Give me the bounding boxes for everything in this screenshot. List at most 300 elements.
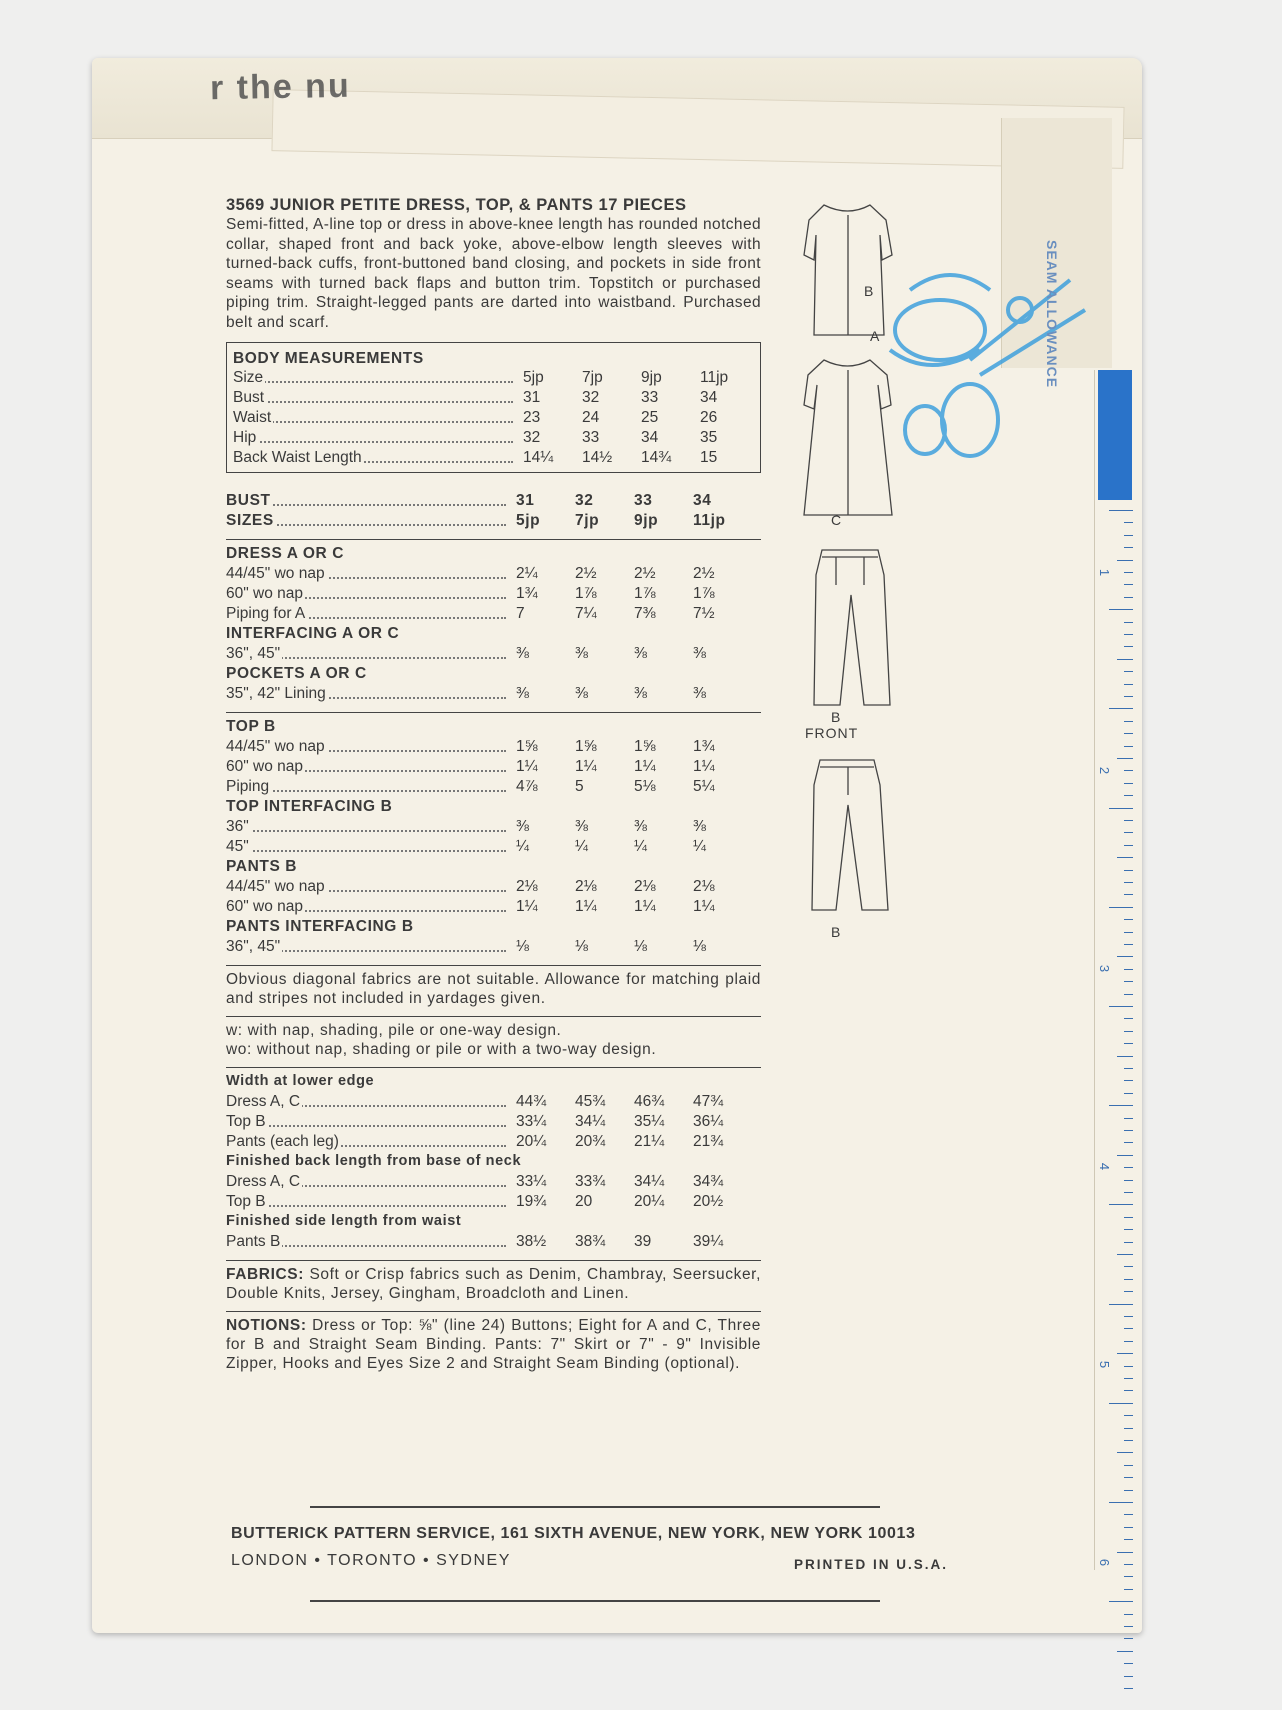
ruler-tick	[1124, 721, 1133, 722]
row-label: Piping	[226, 777, 516, 796]
ruler-tick	[1117, 1353, 1133, 1354]
row-value: ⅛	[693, 938, 706, 955]
row-value: 19¾	[516, 1193, 547, 1210]
row-value: 46¾	[634, 1093, 665, 1110]
size-value: 7jp	[575, 512, 600, 529]
section-heading: Finished back length from base of neck	[226, 1153, 522, 1169]
table-row	[226, 1132, 761, 1152]
row-label: Dress A, C	[226, 1172, 516, 1191]
section-heading: TOP B	[226, 718, 276, 735]
bust-value: 33	[634, 492, 653, 509]
ruler-tick	[1124, 1390, 1133, 1391]
ruler-tick	[1124, 1428, 1133, 1429]
table-row	[226, 837, 761, 857]
ruler-tick	[1124, 522, 1133, 523]
body-measurements-rows	[233, 368, 756, 468]
ruler-tick	[1124, 1589, 1133, 1590]
caption-a: A	[870, 328, 881, 344]
finished-measurements	[226, 1067, 761, 1252]
ruler-tick	[1109, 1006, 1133, 1007]
ruler-tick	[1109, 1601, 1133, 1602]
size-value: 9jp	[634, 512, 659, 529]
row-value: 35	[700, 429, 718, 446]
ruler-tick	[1124, 832, 1133, 833]
row-value: 1⅝	[516, 738, 538, 755]
row-value: 14½	[582, 449, 613, 466]
yardage-group	[226, 539, 761, 704]
row-value: ⅜	[693, 645, 706, 662]
ruler-tick	[1124, 894, 1133, 895]
footer-rule-top	[310, 1506, 880, 1508]
ruler-tick	[1124, 845, 1133, 846]
row-value: 7¼	[575, 605, 597, 622]
ruler-tick	[1124, 1192, 1133, 1193]
row-value: 2½	[693, 565, 715, 582]
printed-in: PRINTED IN U.S.A.	[794, 1557, 949, 1572]
table-row	[226, 604, 761, 624]
row-value: 2½	[575, 565, 597, 582]
ruler-tick	[1124, 634, 1133, 635]
row-value: 20¼	[634, 1193, 665, 1210]
ruler-tick	[1124, 696, 1133, 697]
row-value: ⅜	[516, 645, 529, 662]
table-row	[226, 757, 761, 777]
ruler-tick	[1124, 1328, 1133, 1329]
nap-note-w: w: with nap, shading, pile or one-way design.	[226, 1016, 761, 1040]
ruler-tick	[1124, 1576, 1133, 1577]
bust-value: 31	[516, 492, 535, 509]
ruler-tick	[1124, 1043, 1133, 1044]
ruler-tick	[1124, 1118, 1133, 1119]
row-value: 1⅝	[634, 738, 656, 755]
table-row	[226, 644, 761, 664]
ruler-number: 5	[1097, 1360, 1113, 1369]
row-value: 20½	[693, 1193, 724, 1210]
row-value: 38¾	[575, 1233, 606, 1250]
row-value: 1⅝	[575, 738, 597, 755]
seam-allowance-label: SEAM ALLOWANCE	[1044, 240, 1060, 389]
row-value: 33	[641, 389, 659, 406]
ruler-tick	[1124, 1378, 1133, 1379]
size-value: 11jp	[693, 512, 726, 529]
row-value: 7⅜	[634, 605, 656, 622]
caption-front: FRONT	[805, 725, 859, 741]
ruler-tick	[1124, 1638, 1133, 1639]
row-value: 23	[523, 409, 541, 426]
row-value: 1¾	[516, 585, 538, 602]
ruler-tick	[1124, 535, 1133, 536]
table-row	[226, 777, 761, 797]
ruler-number: 4	[1097, 1162, 1113, 1171]
ruler-tick	[1124, 1663, 1133, 1664]
row-value: 34	[641, 429, 659, 446]
row-label: 60" wo nap	[226, 584, 516, 603]
ruler-tick	[1117, 1552, 1133, 1553]
ruler-tick	[1124, 1217, 1133, 1218]
notions-note: NOTIONS: Dress or Top: ⅝" (line 24) Buttons; Eight for A and C, Three for B and Straight Seam Binding. Pants: 7" Skirt or 7" - 9" Invisible Zipper, Hooks and Eyes Size 2 and Straight Seam Binding (optional).	[226, 1311, 761, 1373]
row-value: 4⅞	[516, 778, 538, 795]
row-label: 44/45" wo nap	[226, 564, 516, 583]
ruler-number: 6	[1097, 1558, 1113, 1567]
ruler-tick	[1124, 994, 1133, 995]
body-measurements-heading: BODY MEASUREMENTS	[233, 350, 424, 367]
ruler-tick	[1124, 1465, 1133, 1466]
ruler-tick	[1117, 1452, 1133, 1453]
row-label: 44/45" wo nap	[226, 737, 516, 756]
ruler-tick	[1124, 1142, 1133, 1143]
row-value: ⅜	[575, 818, 588, 835]
row-value: 1⅞	[634, 585, 656, 602]
ruler-tick	[1117, 659, 1133, 660]
section-heading: Finished side length from waist	[226, 1213, 462, 1229]
ruler-tick	[1124, 820, 1133, 821]
bust-value: 34	[693, 492, 712, 509]
table-row	[226, 737, 761, 757]
pattern-description: Semi-fitted, A-line top or dress in above-knee length has rounded notched collar, shaped front and back yoke, above-elbow length sleeves with turned-back cuffs, front-buttoned band closing, and pockets in side front seams with turned back flaps and button trim. Topstitch or purchased piping trim. Straight-legged pants are darted into waistband. Purchased belt and scarf.	[226, 216, 761, 331]
ruler-tick	[1124, 597, 1133, 598]
caption-c: C	[831, 512, 843, 528]
table-row	[226, 1092, 761, 1112]
row-label: 60" wo nap	[226, 757, 516, 776]
row-value: 1¼	[693, 758, 715, 775]
ruler-tick	[1124, 1676, 1133, 1677]
ruler-number: 2	[1097, 766, 1113, 775]
row-value: 26	[700, 409, 718, 426]
row-label: 60" wo nap	[226, 897, 516, 916]
ruler-tick	[1124, 1614, 1133, 1615]
ruler-tick	[1109, 808, 1133, 809]
row-value: ⅜	[693, 818, 706, 835]
section-heading: DRESS A OR C	[226, 545, 345, 562]
table-row	[226, 684, 761, 704]
bust-value: 32	[575, 492, 594, 509]
ruler-blue-band	[1098, 370, 1132, 500]
table-row	[226, 584, 761, 604]
ruler-tick	[1124, 932, 1133, 933]
ruler-tick	[1124, 1031, 1133, 1032]
ruler-tick	[1124, 1366, 1133, 1367]
pattern-info	[226, 196, 761, 1373]
row-value: 5	[575, 778, 584, 795]
ruler-tick	[1124, 1279, 1133, 1280]
row-value: 33	[582, 429, 600, 446]
pants-front-drawing	[814, 550, 890, 705]
ruler-tick	[1124, 1415, 1133, 1416]
footer-rule-bottom	[310, 1600, 880, 1602]
row-label: 35", 42" Lining	[226, 684, 516, 703]
row-value: ⅜	[575, 645, 588, 662]
row-value: ⅜	[516, 685, 529, 702]
row-value: 5⅛	[634, 778, 656, 795]
caption-b-front: B	[831, 709, 842, 725]
row-value: 39¼	[693, 1233, 724, 1250]
row-value: ⅜	[634, 818, 647, 835]
row-label: 36"	[226, 817, 516, 836]
ruler-tick	[1124, 981, 1133, 982]
ruler-tick	[1124, 969, 1133, 970]
row-value: ⅛	[516, 938, 529, 955]
row-label: 36", 45"	[226, 644, 516, 663]
ruler-tick	[1124, 1068, 1133, 1069]
ruler-tick	[1117, 1155, 1133, 1156]
ruler-tick	[1109, 609, 1133, 610]
ruler-tick	[1109, 1502, 1133, 1503]
row-value: 34¼	[634, 1173, 665, 1190]
row-value: ⅛	[634, 938, 647, 955]
ruler-number: 1	[1097, 568, 1113, 577]
seam-ruler	[1094, 370, 1135, 1570]
row-label: 44/45" wo nap	[226, 877, 516, 896]
table-row	[226, 897, 761, 917]
row-value: 2⅛	[575, 878, 597, 895]
ruler-tick	[1124, 584, 1133, 585]
row-value: ⅜	[634, 645, 647, 662]
row-label: Bust	[233, 388, 523, 407]
ruler-tick	[1124, 1626, 1133, 1627]
ruler-tick	[1124, 547, 1133, 548]
ruler-tick	[1124, 572, 1133, 573]
row-value: 20	[575, 1193, 593, 1210]
table-row	[226, 1112, 761, 1132]
row-value: 14¼	[523, 449, 554, 466]
section-heading: INTERFACING A OR C	[226, 625, 400, 642]
ruler-tick	[1109, 907, 1133, 908]
row-value: 33¾	[575, 1173, 606, 1190]
row-value: 1¼	[634, 758, 656, 775]
section-heading: Width at lower edge	[226, 1073, 375, 1089]
row-value: 39	[634, 1233, 652, 1250]
section-heading: TOP INTERFACING B	[226, 798, 393, 815]
ruler-tick	[1124, 770, 1133, 771]
row-label: Hip	[233, 428, 523, 447]
ruler-tick	[1124, 733, 1133, 734]
row-label: Pants (each leg)	[226, 1132, 516, 1151]
row-value: 11jp	[700, 369, 729, 386]
row-label: Dress A, C	[226, 1092, 516, 1111]
row-value: 44¾	[516, 1093, 547, 1110]
ruler-tick	[1124, 1018, 1133, 1019]
row-label: Top B	[226, 1112, 516, 1131]
ruler-tick	[1109, 1105, 1133, 1106]
ruler-tick	[1117, 1651, 1133, 1652]
table-row	[226, 1232, 761, 1252]
row-value: 31	[523, 389, 541, 406]
row-value: 5¼	[693, 778, 715, 795]
table-row	[226, 937, 761, 957]
row-value: 33¼	[516, 1173, 547, 1190]
ruler-tick	[1124, 1093, 1133, 1094]
caption-b-top: B	[864, 283, 875, 299]
body-measurements-table	[226, 342, 761, 473]
row-value: ⅜	[693, 685, 706, 702]
row-label: Piping for A	[226, 604, 516, 623]
row-value: ⅛	[575, 938, 588, 955]
row-value: ¼	[516, 838, 529, 855]
ruler-tick	[1117, 758, 1133, 759]
ruler-tick	[1124, 882, 1133, 883]
row-value: 1¼	[516, 898, 538, 915]
row-value: 15	[700, 449, 718, 466]
row-value: 38½	[516, 1233, 547, 1250]
section-heading: POCKETS A OR C	[226, 665, 367, 682]
row-value: 20¼	[516, 1133, 547, 1150]
row-label: Back Waist Length	[233, 448, 523, 467]
row-value: 14¾	[641, 449, 672, 466]
row-value: 9jp	[641, 369, 662, 386]
section-heading: PANTS B	[226, 858, 298, 875]
ruler-tick	[1117, 1056, 1133, 1057]
ruler-tick	[1124, 746, 1133, 747]
ruler-tick	[1124, 783, 1133, 784]
caption-b-back: B	[831, 924, 842, 940]
row-value: 32	[523, 429, 541, 446]
ruler-tick	[1117, 560, 1133, 561]
row-value: 32	[582, 389, 600, 406]
table-row	[226, 1172, 761, 1192]
row-value: 34¼	[575, 1113, 606, 1130]
ruler-tick	[1124, 1527, 1133, 1528]
row-value: 7½	[693, 605, 715, 622]
row-label: 36", 45"	[226, 937, 516, 956]
ruler-tick	[1124, 1266, 1133, 1267]
table-row	[233, 368, 756, 388]
ruler-tick	[1124, 1080, 1133, 1081]
row-label: Pants B	[226, 1232, 516, 1251]
row-value: 47¾	[693, 1093, 724, 1110]
row-value: 21¾	[693, 1133, 724, 1150]
table-row	[226, 877, 761, 897]
publisher-cities: LONDON • TORONTO • SYDNEY	[231, 1552, 511, 1569]
row-value: 1¼	[575, 898, 597, 915]
ruler-tick	[1109, 1403, 1133, 1404]
publisher-address: BUTTERICK PATTERN SERVICE, 161 SIXTH AVENUE, NEW YORK, NEW YORK 10013	[231, 1525, 916, 1542]
bust-row	[226, 491, 761, 511]
ruler-tick	[1124, 1490, 1133, 1491]
ruler-tick	[1124, 1316, 1133, 1317]
row-value: 2⅛	[516, 878, 538, 895]
row-label: Waist	[233, 408, 523, 427]
yardage-section	[226, 539, 761, 957]
scissors-sketch	[870, 250, 1100, 480]
pattern-title: 3569 JUNIOR PETITE DRESS, TOP, & PANTS 17 PIECES	[226, 196, 687, 214]
row-value: 1¼	[575, 758, 597, 775]
nap-note-wo: wo: without nap, shading or pile or with a two-way design.	[226, 1041, 657, 1058]
row-value: 2½	[634, 565, 656, 582]
row-value: 2⅛	[693, 878, 715, 895]
row-label: Top B	[226, 1192, 516, 1211]
ruler-tick	[1117, 956, 1133, 957]
diagonal-note: Obvious diagonal fabrics are not suitable. Allowance for matching plaid and stripes not included in yardages given.	[226, 965, 761, 1008]
row-value: ⅜	[575, 685, 588, 702]
row-value: 35¼	[634, 1113, 665, 1130]
pants-back-drawing	[812, 760, 888, 910]
row-value: 1¼	[516, 758, 538, 775]
bust-label: BUST	[226, 491, 516, 510]
row-value: 5jp	[523, 369, 544, 386]
table-row	[233, 388, 756, 408]
ruler-tick	[1124, 1477, 1133, 1478]
ruler-tick	[1124, 1291, 1133, 1292]
section-heading: PANTS INTERFACING B	[226, 918, 414, 935]
table-row	[233, 408, 756, 428]
row-value: ¼	[575, 838, 588, 855]
ruler-tick	[1117, 857, 1133, 858]
row-value: 1¼	[634, 898, 656, 915]
ruler-tick	[1124, 684, 1133, 685]
ruler-tick	[1124, 1130, 1133, 1131]
ruler-tick	[1124, 1167, 1133, 1168]
row-value: 25	[641, 409, 659, 426]
ruler-tick	[1124, 795, 1133, 796]
row-value: 21¼	[634, 1133, 665, 1150]
ruler-tick	[1109, 708, 1133, 709]
ruler-tick	[1124, 646, 1133, 647]
ruler-tick	[1124, 1242, 1133, 1243]
ruler-tick	[1124, 1564, 1133, 1565]
ruler-tick	[1124, 1440, 1133, 1441]
row-value: 2⅛	[634, 878, 656, 895]
ruler-tick	[1124, 671, 1133, 672]
row-value: 7	[516, 605, 525, 622]
ruler-number: 3	[1097, 964, 1113, 973]
row-label: Size	[233, 368, 523, 387]
ruler-tick	[1124, 944, 1133, 945]
row-value: ⅜	[634, 685, 647, 702]
ruler-tick	[1124, 1341, 1133, 1342]
size-header	[226, 487, 761, 531]
row-value: 33¼	[516, 1113, 547, 1130]
yardage-group	[226, 712, 761, 957]
table-row	[226, 1192, 761, 1212]
ruler-tick	[1109, 1304, 1133, 1305]
row-label: 45"	[226, 837, 516, 856]
fold-text: r the nu	[209, 66, 351, 108]
ruler-tick	[1117, 1254, 1133, 1255]
ruler-tick	[1124, 1688, 1133, 1689]
row-value: 2¼	[516, 565, 538, 582]
row-value: ¼	[693, 838, 706, 855]
row-value: 1¾	[693, 738, 715, 755]
row-value: 20¾	[575, 1133, 606, 1150]
row-value: 36¼	[693, 1113, 724, 1130]
row-value: 34	[700, 389, 718, 406]
fabrics-note: FABRICS: Soft or Crisp fabrics such as Denim, Chambray, Seersucker, Double Knits, Jersey, Gingham, Broadcloth and Linen.	[226, 1260, 761, 1303]
row-value: ¼	[634, 838, 647, 855]
size-value: 5jp	[516, 512, 541, 529]
sizes-label: SIZES	[226, 511, 516, 530]
ruler-tick	[1124, 622, 1133, 623]
sizes-row	[226, 511, 761, 531]
row-value: 24	[582, 409, 600, 426]
row-value: 7jp	[582, 369, 603, 386]
ruler-tick	[1109, 510, 1133, 511]
table-row	[233, 428, 756, 448]
ruler-tick	[1124, 919, 1133, 920]
ruler-tick	[1124, 1229, 1133, 1230]
table-row	[233, 448, 756, 468]
ruler-tick	[1124, 870, 1133, 871]
ruler-tick	[1109, 1204, 1133, 1205]
row-value: 1⅞	[575, 585, 597, 602]
row-value: 1¼	[693, 898, 715, 915]
row-value: ⅜	[516, 818, 529, 835]
table-row	[226, 564, 761, 584]
row-value: 1⅞	[693, 585, 715, 602]
row-value: 45¾	[575, 1093, 606, 1110]
row-value: 34¾	[693, 1173, 724, 1190]
table-row	[226, 817, 761, 837]
ruler-tick	[1124, 1514, 1133, 1515]
